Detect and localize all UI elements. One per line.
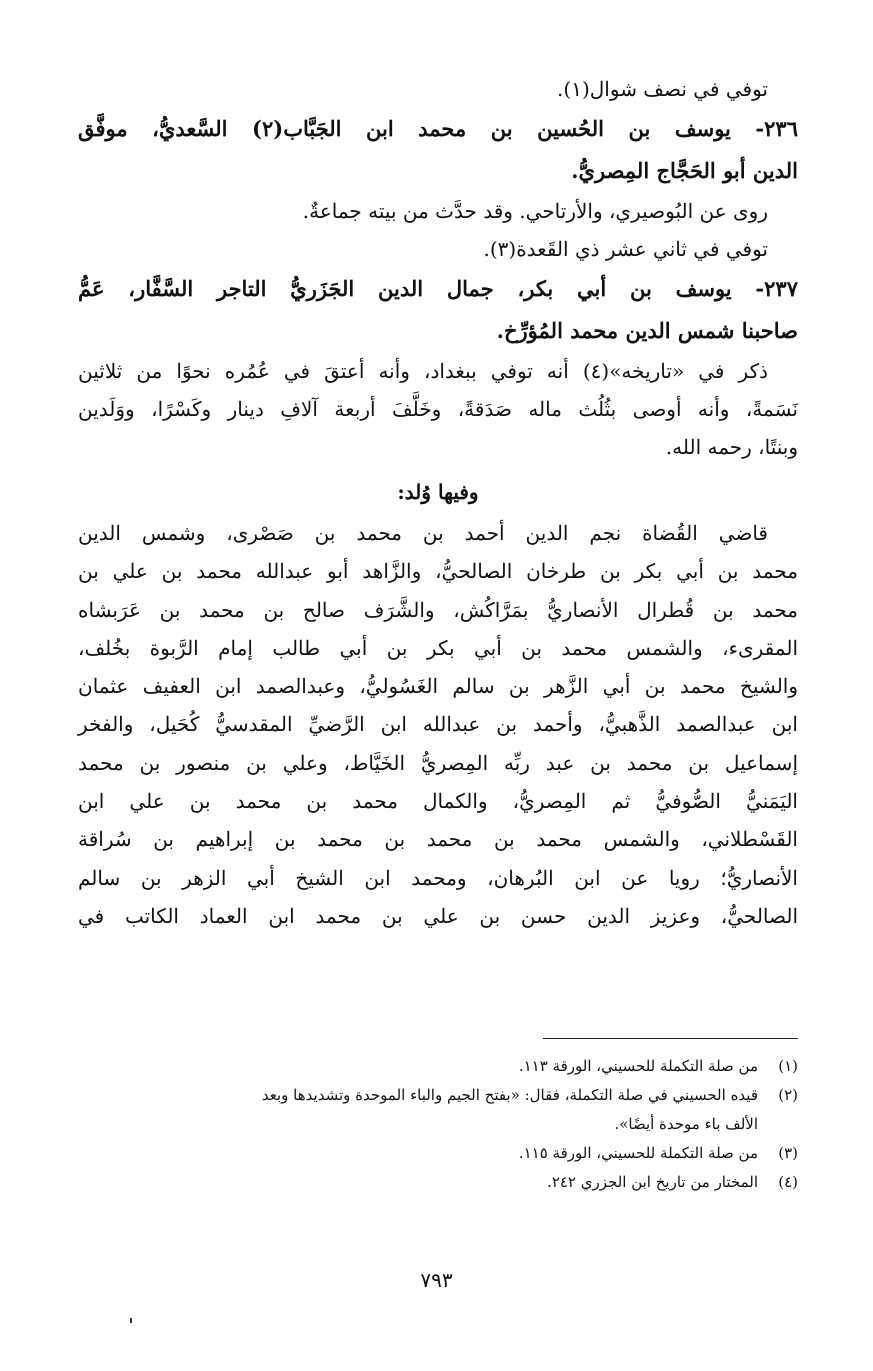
entry-237-text-line-1: ذكر في «تاريخه»(٤) أنه توفي ببغداد، وأنه أعتقَ في عُمُره نحوًا من ثلاثين (78, 359, 768, 383)
births-line-2: محمد بن أبي بكر بن طرخان الصالحيُّ، والزَّاهد أبو عبدالله محمد بن علي بن (78, 559, 798, 584)
entry-236-narration: روى عن البُوصيري، والأرتاحي. وقد حدَّث من بيته جماعةٌ. (302, 199, 768, 223)
entry-236-death: توفي في ثاني عشر ذي القَعدة(٣). (483, 237, 768, 261)
entry-237-title-line-2: صاحبنا شمس الدين محمد المُؤرِّخ. (496, 318, 798, 343)
births-line-1: قاضي القُضاة نجم الدين أحمد بن محمد بن صَصْرى، وشمس الدين (78, 521, 768, 545)
births-line-5: والشيخ محمد بن أبي الزَّهر بن سالم الغَسُوليُّ، وعبدالصمد ابن العفيف عثمان (78, 674, 798, 699)
scan-speck (130, 1318, 132, 1323)
previous-entry-death: توفي في نصف شوال(١). (557, 77, 768, 101)
births-line-3: محمد بن قُطرال الأنصاريُّ بمَرَّاكُش، والشَّرَف صالح بن محمد بن عَرَبشاه (78, 597, 798, 622)
births-line-11: الصالحيُّ، وعزيز الدين حسن بن علي بن محمد ابن العماد الكاتب في (78, 903, 798, 928)
entry-237-text-line-3: وبنتًا، رحمه الله. (665, 435, 798, 459)
footnote-text: قيده الحسيني في صلة التكملة، فقال: «بفتح الجيم والباء الموحدة وتشديدها وبعد (261, 1086, 758, 1104)
births-line-9: القَسْطلاني، والشمس محمد بن محمد بن محمد بن إبراهيم بن سُراقة (78, 827, 798, 852)
footnote-divider (543, 1038, 798, 1039)
footnote-2-continuation: الألف باء موحدة أيضًا». (614, 1115, 758, 1133)
births-line-10: الأنصاريُّ؛ رويا عن ابن البُرهان، ومحمد ابن الشيخ أبي الزهر بن سالم (78, 865, 798, 890)
footnote-number: (٤) (778, 1173, 798, 1191)
entry-236-title-line-1: ٢٣٦- يوسف بن الحُسين بن محمد ابن الجَبَّاب(٢) السَّعديُّ، موفَّق (78, 116, 798, 141)
footnote-number: (٣) (778, 1144, 798, 1162)
births-line-6: ابن عبدالصمد الذَّهبيُّ، وأحمد بن عبدالله ابن الرَّضيِّ المقدسيُّ كُحَيل، والفخر (78, 712, 798, 737)
entry-236-title-line-2: الدين أبو الحَجَّاج المِصريُّ. (571, 158, 798, 183)
entry-237-text-line-2: نَسَمةً، وأنه أوصى بثُلُث ماله صَدَقةً، وخَلَّفَ أربعة آلافِ دينار وكَسْرًا، ووَلَدين (78, 397, 799, 421)
page-number: ٧٩٣ (420, 1268, 453, 1292)
footnote-1 (78, 1052, 798, 1081)
section-heading-births: وفيها وُلد: (397, 480, 479, 504)
main-text (78, 70, 798, 935)
births-line-7: إسماعيل بن محمد بن عبد ربِّه المِصريُّ الخَيَّاط، وعلي بن منصور بن محمد (78, 750, 798, 775)
footnote-text: من صلة التكملة للحسيني، الورقة ١١٥. (518, 1144, 758, 1162)
footnote-number: (١) (778, 1057, 798, 1075)
footnote-4 (78, 1168, 798, 1197)
births-line-4: المقرىء، والشمس محمد بن أبي بكر بن أبي طالب إمام الرَّبوة بخُلف، (78, 635, 798, 660)
footnotes (78, 1052, 798, 1197)
footnote-text: من صلة التكملة للحسيني، الورقة ١١٣. (518, 1057, 758, 1075)
footnote-3 (78, 1139, 798, 1168)
footnote-number: (٢) (778, 1086, 798, 1104)
entry-237-title-line-1: ٢٣٧- يوسف بن أبي بكر، جمال الدين الجَزَريُّ التاجر السَّفَّار، عَمُّ (78, 276, 798, 301)
births-line-8: اليَمَنيُّ الصُّوفيُّ ثم المِصريُّ، والكمال محمد بن محمد بن علي ابن (78, 789, 798, 814)
footnote-text: المختار من تاريخ ابن الجزري ٢٤٢. (547, 1173, 758, 1191)
footnote-2 (78, 1081, 798, 1110)
